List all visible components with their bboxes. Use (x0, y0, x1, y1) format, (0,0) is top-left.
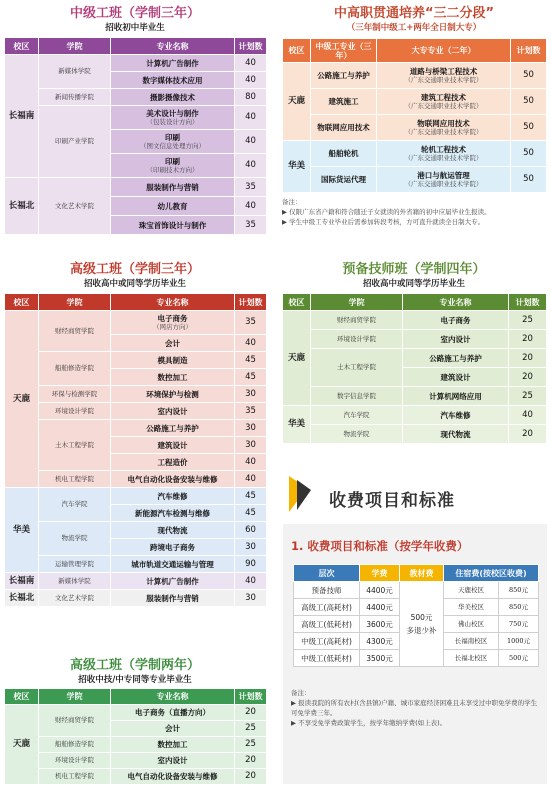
major-cell: 服装制作与营销 (111, 178, 235, 197)
plan-cell: 25 (235, 737, 267, 753)
plan-cell: 45 (235, 352, 267, 369)
pre-technician-block (282, 262, 546, 444)
major-cell: 汽车维修 (403, 406, 509, 425)
college-cell: 机电工程学院 (39, 471, 111, 488)
major-cell: 室内设计 (111, 403, 235, 420)
plan-cell: 40 (235, 154, 267, 178)
college-cell: 财经商贸学院 (39, 311, 111, 352)
header-mid-major: 中级工专业（三年） (311, 39, 377, 63)
dorm-fee-cell: 1000元 (499, 633, 539, 650)
major-cell: 室内设计 (403, 330, 509, 349)
header-major: 专业名称 (111, 38, 235, 55)
college-cell: 环境设计学院 (39, 753, 111, 769)
plan-cell: 20 (509, 368, 547, 387)
major-cell: 环境保护与检测 (111, 386, 235, 403)
campus-cell: 天鹿 (5, 311, 39, 488)
block-title: 高级工班（学制两年） (69, 658, 200, 673)
header-books: 教材费 (400, 565, 444, 582)
college-cell: 财经商贸学院 (39, 705, 111, 737)
mid-major-cell: 公路施工与养护 (311, 63, 377, 89)
college-cell: 船舶修造学院 (39, 352, 111, 386)
college-cell: 汽车学院 (311, 406, 403, 425)
plan-table (282, 293, 547, 444)
plan-table (4, 37, 267, 235)
college-cell: 物流学院 (39, 522, 111, 556)
plan-table (4, 688, 267, 785)
plan-cell: 50 (511, 115, 547, 141)
level-cell: 高级工(低耗材) (294, 616, 360, 633)
dorm-campus-cell: 天鹿校区 (444, 582, 499, 599)
block-subtitle: 招收中技/中专同等专业毕业生 (78, 675, 192, 685)
plan-cell: 40 (509, 406, 547, 425)
header-plan: 计划数 (235, 38, 267, 55)
plan-cell: 20 (235, 769, 267, 785)
senior-worker-3yr-block (4, 262, 266, 607)
plan-cell: 35 (235, 178, 267, 197)
fee-table (293, 564, 539, 667)
major-cell: 工程造价 (111, 454, 235, 471)
major-cell: 珠宝首饰设计与制作 (111, 216, 235, 235)
major-cell: 数字媒体技术应用 (111, 72, 235, 89)
college-cell: 环境设计学院 (311, 330, 403, 349)
header-major: 专业名称 (403, 294, 509, 311)
major-cell: 建筑设计 (403, 368, 509, 387)
plan-cell: 40 (235, 573, 267, 590)
header-major: 专业名称 (111, 294, 235, 311)
plan-cell: 50 (511, 89, 547, 115)
plan-cell: 20 (509, 349, 547, 368)
level-cell: 中级工(高耗材) (294, 633, 360, 650)
major-cell: 模具制造 (111, 352, 235, 369)
plan-cell: 20 (235, 753, 267, 769)
plan-cell: 35 (235, 216, 267, 235)
major-cell: 数控加工 (111, 737, 235, 753)
major-cell: 电子商务 (403, 311, 509, 330)
plan-cell: 25 (509, 311, 547, 330)
major-cell: 建筑设计 (111, 437, 235, 454)
major-cell: 印刷 （图文信息处理方向） (111, 130, 235, 154)
header-college: 学院 (311, 294, 403, 311)
books-cell: 500元 多退少补 (400, 582, 444, 667)
tuition-cell: 3600元 (360, 616, 400, 633)
note-line: ▶ 报读我院的所有农村(含县镇)户籍、城市家庭经济困难且未享受过中职免学费的学生可免学费三年。 (291, 699, 538, 717)
plan-cell: 50 (511, 141, 547, 167)
college-major-cell: 物联网应用技术 （广东交通职业技术学院） (377, 115, 511, 141)
header-campus: 校区 (5, 38, 39, 55)
major-cell: 服装制作与营销 (111, 590, 235, 607)
block-title: 高级工班（学制三年） (69, 262, 200, 277)
major-cell: 城市轨道交通运输与管理 (111, 556, 235, 573)
note-line: ▶ 仅限广东省户籍和符合随迁子女就读的外省籍的初中应届毕业生报读。 (282, 208, 491, 216)
college-cell: 新闻传播学院 (39, 89, 111, 106)
senior-worker-2yr-block (4, 658, 266, 785)
tuition-cell: 3500元 (360, 650, 400, 667)
dorm-fee-cell: 500元 (499, 650, 539, 667)
college-cell: 土木工程学院 (39, 420, 111, 471)
major-cell: 电子商务（直播方向） (111, 705, 235, 721)
plan-cell: 30 (235, 539, 267, 556)
plan-cell: 80 (235, 89, 267, 106)
header-campus: 校区 (5, 689, 39, 705)
campus-cell: 长福南 (5, 573, 39, 590)
major-cell: 公路施工与养护 (111, 420, 235, 437)
campus-cell: 长福南 (5, 55, 39, 178)
major-cell: 计算机网络应用 (403, 387, 509, 406)
header-plan: 计划数 (235, 294, 267, 311)
dorm-campus-cell: 长福南校区 (444, 633, 499, 650)
block-subtitle: 招收初中毕业生 (105, 23, 165, 33)
major-cell: 摄影摄像技术 (111, 89, 235, 106)
college-major-cell: 轮机工程技术 （广东交通职业技术学院） (377, 141, 511, 167)
header-college: 学院 (39, 38, 111, 55)
major-cell: 电子商务 （网店方向） (111, 311, 235, 335)
college-major-cell: 建筑工程技术 （广东交通职业技术学院） (377, 89, 511, 115)
college-cell: 印刷产业学院 (39, 106, 111, 178)
major-cell: 印刷 （印刷技术方向） (111, 154, 235, 178)
level-cell: 预备技师 (294, 582, 360, 599)
tuition-cell: 4300元 (360, 633, 400, 650)
major-cell: 室内设计 (111, 753, 235, 769)
plan-cell: 30 (235, 420, 267, 437)
college-cell: 船舶修造学院 (39, 737, 111, 753)
plan-table (282, 38, 547, 193)
plan-cell: 35 (235, 311, 267, 335)
dorm-campus-cell: 长福北校区 (444, 650, 499, 667)
campus-cell: 华美 (283, 406, 311, 444)
college-major-cell: 道路与桥梁工程技术 （广东交通职业技术学院） (377, 63, 511, 89)
college-cell: 环境设计学院 (39, 403, 111, 420)
plan-cell: 25 (509, 387, 547, 406)
college-cell: 文化艺术学院 (39, 590, 111, 607)
plan-cell: 40 (235, 130, 267, 154)
block-subtitle: 招收高中或同等学历毕业生 (362, 279, 465, 289)
plan-cell: 90 (235, 556, 267, 573)
tuition-cell: 4400元 (360, 599, 400, 616)
plan-cell: 20 (235, 705, 267, 721)
header-plan: 计划数 (235, 689, 267, 705)
plan-cell: 40 (235, 55, 267, 72)
major-cell: 汽车维修 (111, 488, 235, 505)
mid-major-cell: 国际货运代理 (311, 167, 377, 193)
block-subtitle: （三年制中级工+两年全日制大专） (346, 23, 482, 33)
plan-cell: 45 (235, 369, 267, 386)
major-cell: 公路施工与养护 (403, 349, 509, 368)
plan-cell: 35 (235, 403, 267, 420)
major-cell: 会计 (111, 721, 235, 737)
header-dorm: 住宿费(按校区收费) (444, 565, 539, 582)
header-level: 层次 (294, 565, 360, 582)
fee-notes (291, 688, 541, 728)
mid-major-cell: 物联网应用技术 (311, 115, 377, 141)
dorm-fee-cell: 850元 (499, 599, 539, 616)
header-college: 学院 (39, 294, 111, 311)
plan-cell: 40 (235, 106, 267, 130)
tuition-cell: 4400元 (360, 582, 400, 599)
plan-cell: 20 (509, 425, 547, 444)
college-cell: 物流学院 (311, 425, 403, 444)
plan-cell: 40 (235, 197, 267, 216)
dorm-fee-cell: 850元 (499, 582, 539, 599)
fee-header (283, 466, 547, 524)
plan-cell: 40 (235, 454, 267, 471)
header-college-major: 大专专业（二年） (377, 39, 511, 63)
college-cell: 新媒体学院 (39, 55, 111, 89)
major-cell: 计算机广告制作 (111, 55, 235, 72)
college-cell: 汽车学院 (39, 488, 111, 522)
campus-cell: 天鹿 (283, 311, 311, 406)
plan-cell: 25 (235, 721, 267, 737)
plan-cell: 30 (235, 437, 267, 454)
plan-cell: 20 (509, 330, 547, 349)
college-cell: 新媒体学院 (39, 573, 111, 590)
plan-table (4, 293, 267, 607)
college-cell: 环保与检测学院 (39, 386, 111, 403)
plan-cell: 40 (235, 72, 267, 89)
plan-cell: 60 (235, 522, 267, 539)
note-title: 备注： (282, 198, 302, 206)
campus-cell: 天鹿 (5, 705, 39, 785)
block-title: 预备技师班（学制四年） (342, 262, 486, 277)
plan-cell: 50 (511, 63, 547, 89)
note-line: ▶ 学生中级工专业毕业后需参加转段考核，方可直升就读全日制大专。 (282, 218, 485, 226)
major-cell: 电气自动化设备安装与维修 (111, 769, 235, 785)
plan-cell: 40 (235, 471, 267, 488)
major-cell: 幼儿教育 (111, 197, 235, 216)
dorm-campus-cell: 佛山校区 (444, 616, 499, 633)
header-tuition: 学费 (360, 565, 400, 582)
plan-cell: 45 (235, 488, 267, 505)
campus-cell: 华美 (5, 488, 39, 573)
fee-section-title: 1. 收费项目和标准（按学年收费） (291, 539, 469, 553)
header-major: 专业名称 (111, 689, 235, 705)
plan-cell: 50 (511, 167, 547, 193)
mid-major-cell: 建筑施工 (311, 89, 377, 115)
dorm-campus-cell: 华美校区 (444, 599, 499, 616)
major-cell: 跨境电子商务 (111, 539, 235, 556)
logo-accent-icon (297, 480, 311, 510)
college-cell: 财经商贸学院 (311, 311, 403, 330)
plan-cell: 45 (235, 505, 267, 522)
major-cell: 现代物流 (403, 425, 509, 444)
fee-title: 收费项目和标准 (329, 491, 455, 511)
note-line: ▶ 不享受免学费政策学生，按学年缴纳学费(如上表)。 (291, 719, 447, 727)
plan-cell: 30 (235, 386, 267, 403)
block-title: 中高职贯通培养“三二分段” (333, 6, 495, 21)
major-cell: 美术设计与制作 （包装设计方向） (111, 106, 235, 130)
campus-cell: 天鹿 (283, 63, 311, 141)
header-college: 学院 (39, 689, 111, 705)
dorm-fee-cell: 750元 (499, 616, 539, 633)
middle-worker-3yr-block (4, 6, 266, 235)
campus-cell: 华美 (283, 141, 311, 193)
note-block (282, 197, 546, 227)
block-subtitle: 招收高中或同等学历毕业生 (83, 279, 186, 289)
plan-cell: 30 (235, 590, 267, 607)
level-cell: 高级工(高耗材) (294, 599, 360, 616)
plan-cell: 40 (235, 335, 267, 352)
campus-cell: 长福北 (5, 178, 39, 235)
header-campus: 校区 (283, 294, 311, 311)
fee-panel (283, 466, 547, 784)
header-campus: 校区 (283, 39, 311, 63)
major-cell: 计算机广告制作 (111, 573, 235, 590)
college-cell: 土木工程学院 (311, 349, 403, 387)
major-cell: 电气自动化设备安装与维修 (111, 471, 235, 488)
header-plan: 计划数 (511, 39, 547, 63)
college-cell: 数字信息学院 (311, 387, 403, 406)
major-cell: 会计 (111, 335, 235, 352)
major-cell: 新能源汽车检测与维修 (111, 505, 235, 522)
mid-major-cell: 船舶轮机 (311, 141, 377, 167)
major-cell: 现代物流 (111, 522, 235, 539)
college-cell: 运输管理学院 (39, 556, 111, 573)
campus-cell: 长福北 (5, 590, 39, 607)
three-two-segment-block (282, 6, 546, 227)
college-cell: 机电工程学院 (39, 769, 111, 785)
header-plan: 计划数 (509, 294, 547, 311)
level-cell: 中级工(低耗材) (294, 650, 360, 667)
header-campus: 校区 (5, 294, 39, 311)
major-cell: 数控加工 (111, 369, 235, 386)
college-major-cell: 港口与航运管理 （广东交通职业技术学院） (377, 167, 511, 193)
block-title: 中级工班（学制三年） (69, 6, 200, 21)
college-cell: 文化艺术学院 (39, 178, 111, 235)
note-title: 备注： (291, 689, 311, 697)
